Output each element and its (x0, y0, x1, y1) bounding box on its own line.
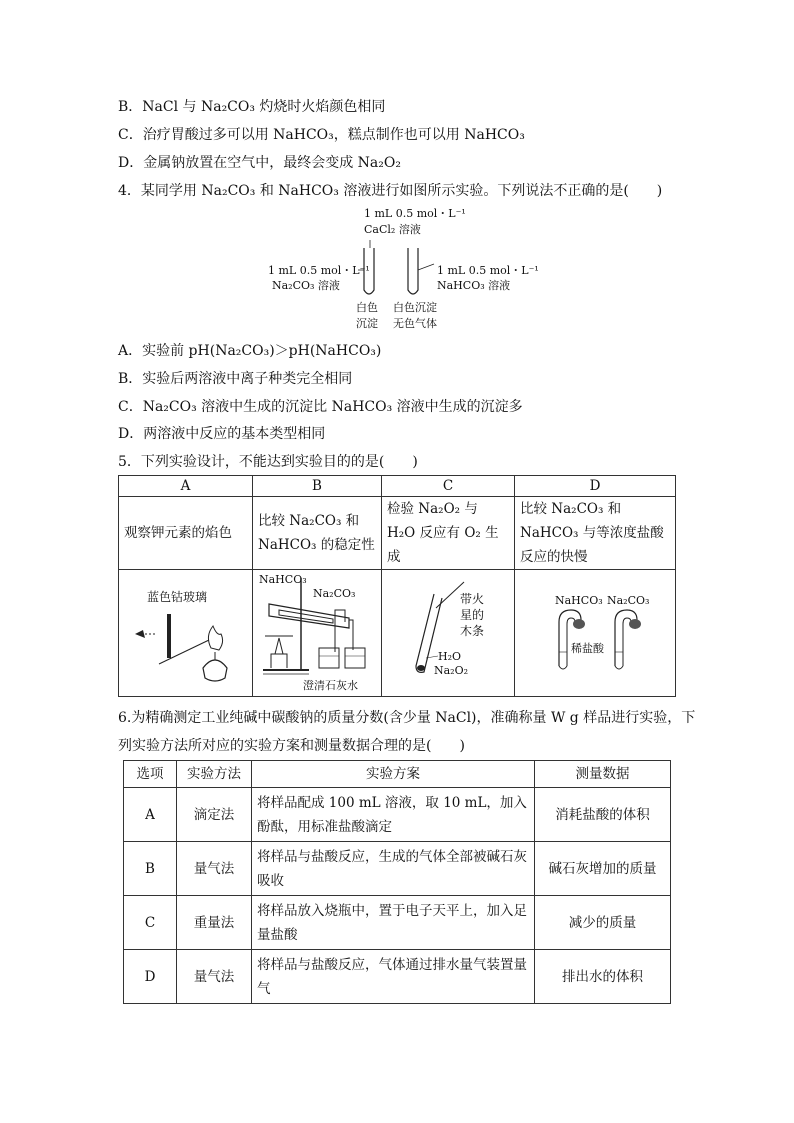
q6-row-data: 减少的质量 (535, 896, 671, 950)
q6-row-method: 重量法 (177, 896, 252, 950)
q4-tube-right (408, 248, 418, 294)
q6-row-option: B (124, 842, 177, 896)
q5-figure-b (253, 570, 382, 697)
q6-row-data: 消耗盐酸的体积 (535, 788, 671, 842)
beaker-left (319, 648, 339, 668)
q4-left-reagent-line2: Na₂CO₃ 溶液 (272, 279, 340, 292)
q6-row-method: 量气法 (177, 950, 252, 1004)
q5-figure-d (515, 570, 676, 697)
q6-header-row (124, 761, 671, 788)
q5-purpose-c: 检验 Na₂O₂ 与 H₂O 反应有 O₂ 生成 (382, 497, 515, 570)
q6-row-option: A (124, 788, 177, 842)
cobalt-glass (167, 614, 171, 658)
lamp-base (271, 654, 287, 668)
q5-fig-a-label: 蓝色钴玻璃 (147, 590, 208, 604)
q6-header-data: 测量数据 (535, 761, 671, 788)
q5-purpose-b: 比较 Na₂CO₃ 和 NaHCO₃ 的稳定性 (253, 497, 382, 570)
q6-row-plan: 将样品配成 100 mL 溶液，取 10 mL，加入酚酞，用标准盐酸滴定 (252, 788, 535, 842)
q5-header-d: D (515, 476, 676, 497)
platinum-wire (159, 640, 209, 664)
q4-left-reagent-line1: 1 mL 0.5 mol・L⁻¹ (268, 264, 370, 277)
q4-top-reagent-line2: CaCl₂ 溶液 (364, 223, 421, 236)
beaker-right (345, 648, 365, 668)
q4-left-result-line2: 沉淀 (356, 317, 378, 330)
q4-test-tubes (350, 240, 440, 302)
q5-fig-d-nahco3: NaHCO₃ (555, 594, 603, 607)
q5-fig-c-drawing (382, 570, 504, 696)
q6-row-d (124, 950, 671, 1004)
q5-fig-c-splint2: 星的 (460, 608, 485, 622)
q5-purpose-a: 观察钾元素的焰色 (119, 497, 253, 570)
q5-fig-d-na2co3: Na₂CO₃ (607, 594, 650, 607)
q5-fig-c-splint1: 带火 (460, 592, 485, 606)
q5-fig-d-drawing (515, 570, 675, 696)
q5-purpose-row (119, 497, 676, 570)
q5-fig-b-limewater: 澄清石灰水 (303, 679, 358, 692)
q5-fig-b-drawing (253, 570, 371, 696)
balloon-right (629, 619, 641, 629)
q4-option-d: D．两溶液中反应的基本类型相同 (118, 426, 326, 442)
q6-header-option: 选项 (124, 761, 177, 788)
q5-table (118, 475, 676, 697)
wooden-splint (436, 582, 464, 608)
q3-option-c: C．治疗胃酸过多可以用 NaHCO₃，糕点制作也可以用 NaHCO₃ (118, 127, 525, 143)
q5-figure-a (119, 570, 253, 697)
q6-header-plan: 实验方案 (252, 761, 535, 788)
q5-header-b: B (253, 476, 382, 497)
flame-icon (275, 638, 283, 654)
q3-option-d: D．金属钠放置在空气中，最终会变成 Na₂O₂ (118, 155, 401, 171)
q6-stem-line1: 6.为精确测定工业纯碱中碳酸钠的质量分数(含少量 NaCl)，准确称量 W g 样品进行实验，下 (118, 710, 696, 726)
q5-fig-c-na2o2: Na₂O₂ (434, 664, 469, 677)
q4-tube-left (364, 248, 374, 294)
q4-option-c: C．Na₂CO₃ 溶液中生成的沉淀比 NaHCO₃ 溶液中生成的沉淀多 (118, 399, 523, 415)
q5-purpose-d: 比较 Na₂CO₃ 和 NaHCO₃ 与等浓度盐酸反应的快慢 (515, 497, 676, 570)
q4-option-b: B．实验后两溶液中离子种类完全相同 (118, 371, 353, 387)
q6-row-data: 排出水的体积 (535, 950, 671, 1004)
q5-figure-c (382, 570, 515, 697)
q6-row-plan: 将样品放入烧瓶中，置于电子天平上，加入足量盐酸 (252, 896, 535, 950)
q6-row-option: C (124, 896, 177, 950)
q4-right-result-line2: 无色气体 (393, 317, 437, 330)
q6-row-plan: 将样品与盐酸反应，气体通过排水量气装置量气 (252, 950, 535, 1004)
q5-stem: 5．下列实验设计，不能达到实验目的的是( ) (118, 454, 418, 470)
q6-header-method: 实验方法 (177, 761, 252, 788)
q5-fig-b-na2co3: Na₂CO₃ (313, 587, 356, 600)
q6-row-c (124, 896, 671, 950)
q4-left-result-line1: 白色 (356, 301, 378, 314)
q4-option-a: A．实验前 pH(Na₂CO₃)＞pH(NaHCO₃) (118, 343, 382, 359)
q6-row-method: 量气法 (177, 842, 252, 896)
q4-right-result-line1: 白色沉淀 (393, 301, 437, 314)
flame-icon (208, 626, 222, 650)
q3-option-b: B．NaCl 与 Na₂CO₃ 灼烧时火焰颜色相同 (118, 99, 386, 115)
q6-row-method: 滴定法 (177, 788, 252, 842)
q4-stem: 4．某同学用 Na₂CO₃ 和 NaHCO₃ 溶液进行如图所示实验。下列说法不正确的是( ) (118, 183, 663, 199)
q5-header-c: C (382, 476, 515, 497)
q5-fig-c-splint3: 木条 (460, 624, 485, 638)
q5-fig-d-hcl: 稀盐酸 (571, 642, 604, 655)
q6-stem-line2: 列实验方法所对应的实验方案和测量数据合理的是( ) (118, 738, 465, 754)
eye-icon (135, 630, 145, 638)
q5-header-row (119, 476, 676, 497)
q6-row-option: D (124, 950, 177, 1004)
q4-top-reagent-line1: 1 mL 0.5 mol・L⁻¹ (364, 207, 466, 220)
q6-table (123, 760, 671, 1004)
q6-row-plan: 将样品与盐酸反应，生成的气体全部被碱石灰吸收 (252, 842, 535, 896)
q6-row-a (124, 788, 671, 842)
q4-right-reagent-line2: NaHCO₃ 溶液 (437, 279, 511, 292)
q6-row-b (124, 842, 671, 896)
na2o2-solid (417, 665, 425, 671)
q5-fig-a-drawing (129, 604, 239, 690)
balloon-left (573, 619, 585, 629)
q5-header-a: A (119, 476, 253, 497)
q5-figure-row (119, 570, 676, 697)
q5-fig-c-h2o: H₂O (438, 650, 462, 663)
q6-row-data: 碱石灰增加的质量 (535, 842, 671, 896)
q5-fig-b-nahco3: NaHCO₃ (259, 573, 307, 586)
outer-tube (269, 604, 349, 628)
alcohol-lamp (203, 660, 227, 681)
q4-right-reagent-line1: 1 mL 0.5 mol・L⁻¹ (437, 264, 539, 277)
